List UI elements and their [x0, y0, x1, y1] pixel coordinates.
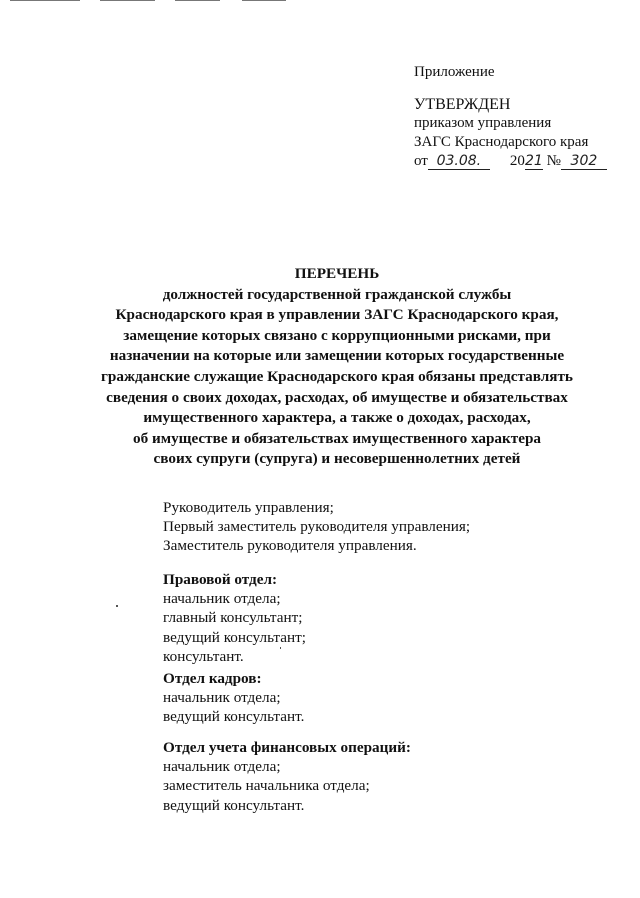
- list-item: ведущий консультант.: [163, 708, 305, 726]
- department-heading: Правовой отдел:: [163, 571, 278, 588]
- list-item: начальник отдела;: [163, 758, 281, 776]
- list-item: консультант.: [163, 647, 244, 665]
- leadership-list: [163, 498, 470, 556]
- title-line: сведения о своих доходах, расходах, об имуществе и обязательствах: [106, 388, 568, 406]
- scan-top-mark: [100, 0, 155, 1]
- approval-line-2: ЗАГС Краснодарского края: [414, 134, 589, 150]
- list-item: Руководитель управления;: [163, 499, 334, 516]
- department-heading: Отдел кадров:: [163, 670, 262, 687]
- handwritten-number: 302: [561, 154, 607, 170]
- title-line: об имуществе и обязательствах имущественного характера: [133, 429, 541, 447]
- title-heading: ПЕРЕЧЕНЬ: [294, 265, 380, 282]
- list-item: начальник отдела;: [163, 590, 281, 608]
- title-line: замещение которых связано с коррупционными рисками, при: [123, 326, 551, 344]
- approval-date-line: [414, 152, 607, 171]
- list-item: Заместитель руководителя управления.: [163, 537, 417, 555]
- list-item: начальник отдела;: [163, 689, 281, 707]
- from-label: от: [414, 153, 428, 169]
- title-line: должностей государственной гражданской службы: [162, 285, 512, 303]
- title-line: гражданские служащие Краснодарского края обязаны представлять: [101, 367, 573, 385]
- handwritten-year: 21: [524, 153, 543, 169]
- scan-speck: [280, 647, 281, 649]
- title-line: имущественного характера, а также о доходах, расходах,: [143, 409, 531, 427]
- list-item: заместитель начальника отдела;: [163, 777, 370, 795]
- title-line: назначении на которые или замещении которых государственные: [109, 347, 565, 365]
- approval-block: [414, 63, 607, 171]
- title-line: своих супруги (супруга) и несовершеннолетних детей: [153, 450, 521, 468]
- list-item: ведущий консультант;: [163, 628, 306, 646]
- handwritten-date: 03.08.: [428, 154, 490, 170]
- scan-top-mark: [175, 0, 220, 1]
- number-sign: №: [546, 153, 561, 169]
- department-finance: [163, 738, 411, 815]
- approved-label: УТВЕРЖДЕН: [414, 96, 511, 113]
- department-legal: [163, 570, 306, 666]
- list-item: Первый заместитель руководителя управления;: [163, 518, 471, 536]
- department-personnel: [163, 669, 304, 727]
- list-item: ведущий консультант.: [163, 796, 305, 814]
- approval-line-1: приказом управления: [414, 115, 552, 131]
- year-prefix: 20: [509, 153, 525, 169]
- scan-top-mark: [242, 0, 286, 1]
- department-heading: Отдел учета финансовых операций:: [163, 739, 411, 756]
- list-item: главный консультант;: [163, 609, 303, 627]
- appendix-label: Приложение: [414, 64, 495, 80]
- scan-speck: [116, 605, 118, 607]
- title-line: Краснодарского края в управлении ЗАГС Краснодарского края,: [115, 306, 559, 324]
- document-title: [80, 264, 594, 470]
- scan-top-mark: [10, 0, 80, 1]
